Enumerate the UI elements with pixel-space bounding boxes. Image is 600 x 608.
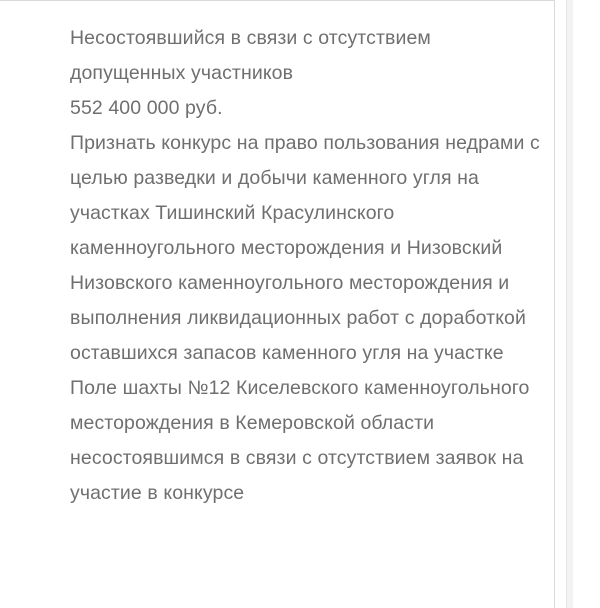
tender-status-text: Несостоявшийся в связи с отсутствием допущенных участников <box>70 27 431 84</box>
record-content <box>70 21 545 511</box>
tender-decision-text: Признать конкурс на право пользования недрами с целью разведки и добычи каменного угля на участках Тишинский Красулинского каменноугольного месторождения и Низовский Низовского каменноугольного месторождения и выполнения ликвидационных работ с доработкой оставшихся запасов каменного угля на участке Поле шахты №12 Киселевского каменноугольного месторождения в Кемеровской области несостоявшимся в связи с отсутствием заявок на участие в конкурсе <box>70 132 540 504</box>
tender-price-text: 552 400 000 руб. <box>70 97 223 119</box>
page-scrollbar-track[interactable] <box>566 0 573 608</box>
